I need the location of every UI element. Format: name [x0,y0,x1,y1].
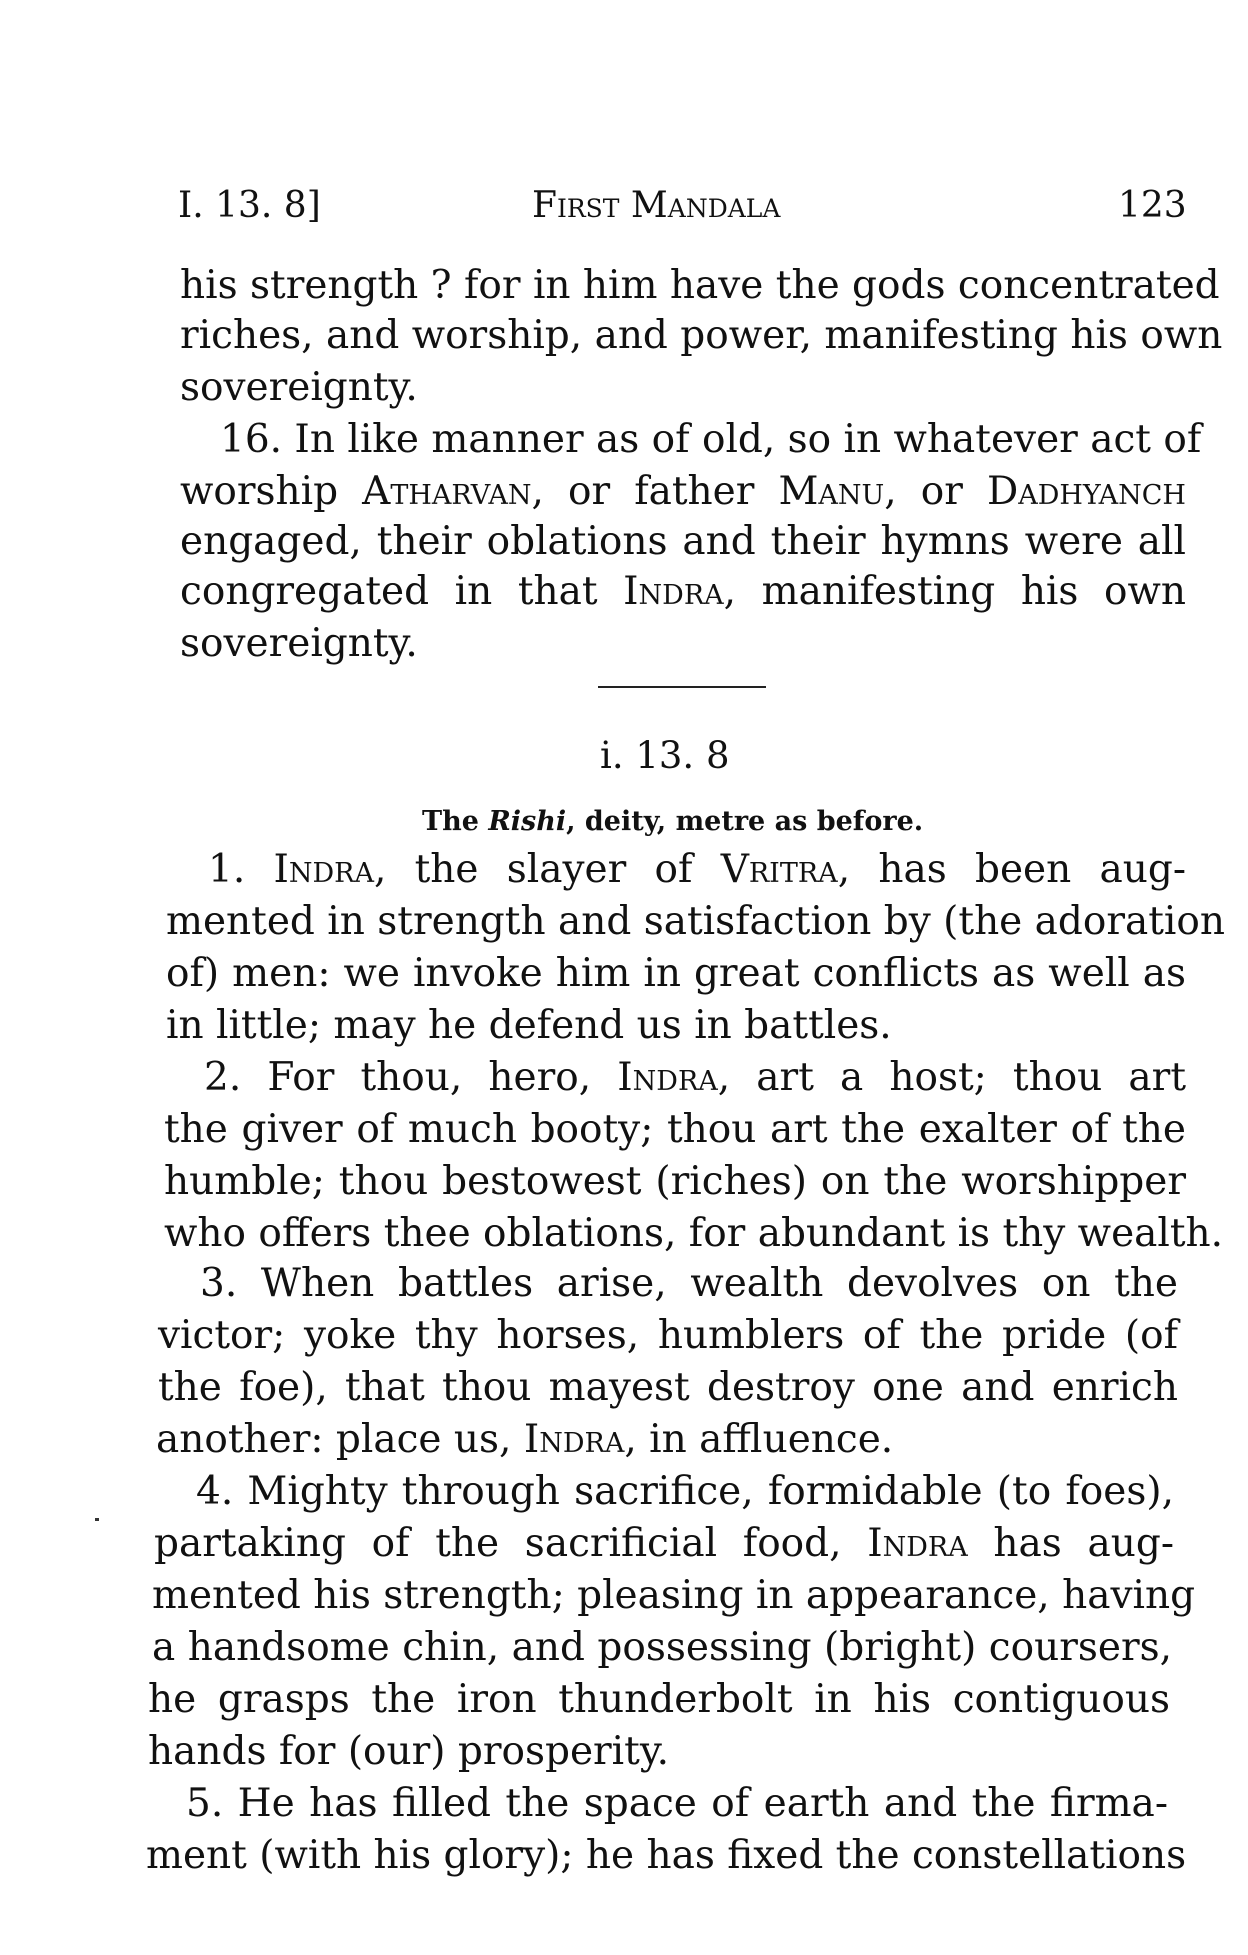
name-atharvan: Atharvan [362,469,532,514]
text-line: the giver of much booty; thou art the exalter of the [164,1107,1186,1152]
name-indra: Indra [273,847,374,892]
name-indra: Indra [623,569,724,614]
margin-mark [95,1518,99,1521]
text-line: another: place us, Indra, in affluence. [156,1417,894,1462]
text-line: humble; thou bestowest (riches) on the worshipper [164,1159,1186,1204]
text-line: 3. When battles arise, wealth devolves on the [200,1261,1178,1306]
text-line: victor; yoke thy horses, humblers of the pride (of [158,1313,1178,1358]
name-vritra: Vritra [720,847,838,892]
text-line: ment (with his glory); he has fixed the constellations [146,1833,1187,1878]
text-line: mented in strength and satisfaction by (the adoration [166,899,1225,944]
text-line: partaking of the sacrificial food, Indra has aug- [154,1521,1174,1566]
name-indra: Indra [617,1055,718,1100]
name-manu: Manu [778,469,885,514]
section-note: The Rishi, deity, metre as before. [422,806,924,837]
text-line: of) men: we invoke him in great conflicts as well as [166,951,1186,996]
text-line: in little; may he defend us in battles. [166,1003,892,1048]
text-line: 5. He has filled the space of earth and the firma- [186,1781,1168,1826]
text-line: riches, and worship, and power, manifesting his own [180,313,1223,358]
text-line: sovereignty. [180,621,418,666]
name-indra: Indra [867,1521,968,1566]
text-line: 1. Indra, the slayer of Vritra, has been aug- [208,847,1186,892]
text-line: 4. Mighty through sacrifice, formidable (to foes), [196,1469,1174,1514]
text-line: a handsome chin, and possessing (bright) coursers, [152,1625,1172,1670]
name-indra: Indra [523,1417,625,1462]
text-line: mented his strength; pleasing in appearance, having [152,1573,1196,1618]
name-dadhyanch: Dadhyanch [986,469,1186,514]
text-line: his strength ? for in him have the gods concentrated [180,263,1220,308]
page-number: 123 [1118,185,1187,226]
section-title: i. 13. 8 [600,734,730,777]
text-line: 16. In like manner as of old, so in whatever act of [220,417,1202,462]
text-line: sovereignty. [180,365,418,410]
text-line: congregated in that Indra, manifesting his own [180,569,1186,614]
text-line: the foe), that thou mayest destroy one and enrich [158,1365,1178,1410]
text-line: engaged, their oblations and their hymns were all [180,519,1186,564]
text-line: hands for (our) prosperity. [148,1729,670,1774]
text-line: 2. For thou, hero, Indra, art a host; thou art [204,1055,1186,1100]
text-line: who offers thee oblations, for abundant is thy wealth. [164,1211,1224,1256]
section-divider [598,686,766,688]
text-line: he grasps the iron thunderbolt in his contiguous [148,1677,1170,1722]
text-line: worship Atharvan, or father Manu, or Dadhyanch [180,469,1186,514]
header-title: First Mandala [532,185,781,226]
header-verse-ref: I. 13. 8] [178,185,321,226]
